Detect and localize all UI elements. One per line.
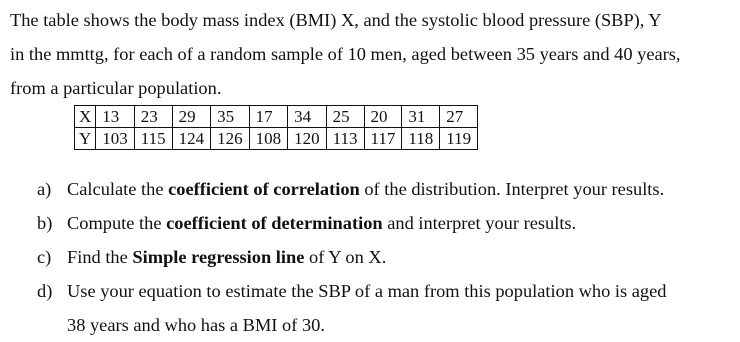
table-cell: 20 bbox=[364, 106, 402, 128]
intro-line-1: The table shows the body mass index (BMI) X, and the systolic blood pressure (SBP), Y bbox=[10, 10, 662, 30]
question-d bbox=[37, 274, 737, 342]
question-label: b) bbox=[37, 213, 53, 233]
question-text-pre: Calculate the bbox=[67, 179, 169, 199]
table-row-x bbox=[75, 106, 478, 128]
table-cell: 23 bbox=[134, 106, 172, 128]
question-label: d) bbox=[37, 281, 53, 301]
question-text bbox=[67, 240, 737, 274]
question-text-pre: Find the bbox=[67, 247, 133, 267]
table-cell: 108 bbox=[249, 128, 288, 150]
question-list bbox=[37, 172, 737, 342]
table-row-y bbox=[75, 128, 478, 150]
table-cell: 115 bbox=[134, 128, 172, 150]
table-cell: 29 bbox=[172, 106, 211, 128]
question-text-post: and interpret your results. bbox=[382, 213, 577, 233]
question-text bbox=[67, 206, 737, 240]
question-label: c) bbox=[37, 247, 52, 267]
question-c bbox=[37, 240, 737, 274]
table-cell: 31 bbox=[402, 106, 440, 128]
question-keyword: Simple regression line bbox=[132, 247, 305, 267]
problem-statement bbox=[10, 3, 738, 105]
table-cell: 120 bbox=[288, 128, 327, 150]
question-keyword: coefficient of determination bbox=[166, 213, 383, 233]
question-keyword: coefficient of correlation bbox=[168, 179, 360, 199]
table-cell: 13 bbox=[96, 106, 135, 128]
row-header-x: X bbox=[75, 106, 96, 128]
table-cell: 124 bbox=[172, 128, 211, 150]
row-header-y: Y bbox=[75, 128, 96, 150]
table-cell: 34 bbox=[288, 106, 327, 128]
table-cell: 35 bbox=[211, 106, 250, 128]
table-cell: 126 bbox=[211, 128, 250, 150]
question-text-post: of the distribution. Interpret your results. bbox=[359, 179, 665, 199]
question-text-line-2: 38 years and who has a BMI of 30. bbox=[67, 315, 325, 335]
question-label: a) bbox=[37, 179, 52, 199]
data-table bbox=[74, 105, 478, 150]
table-cell: 117 bbox=[364, 128, 402, 150]
intro-line-3: from a particular population. bbox=[10, 78, 222, 98]
question-a bbox=[37, 172, 737, 206]
table-cell: 113 bbox=[326, 128, 364, 150]
table-cell: 118 bbox=[402, 128, 440, 150]
table-cell: 103 bbox=[96, 128, 135, 150]
table-cell: 25 bbox=[326, 106, 364, 128]
intro-line-2: in the mmttg, for each of a random sample of 10 men, aged between 35 years and 40 years, bbox=[10, 44, 681, 64]
question-text-line-1: Use your equation to estimate the SBP of a man from this population who is aged bbox=[67, 281, 667, 301]
question-text-pre: Compute the bbox=[67, 213, 167, 233]
table-cell: 27 bbox=[440, 106, 478, 128]
table-cell: 17 bbox=[249, 106, 288, 128]
question-text-post: of Y on X. bbox=[304, 247, 387, 267]
question-b bbox=[37, 206, 737, 240]
table-cell: 119 bbox=[440, 128, 478, 150]
question-text bbox=[67, 172, 737, 206]
